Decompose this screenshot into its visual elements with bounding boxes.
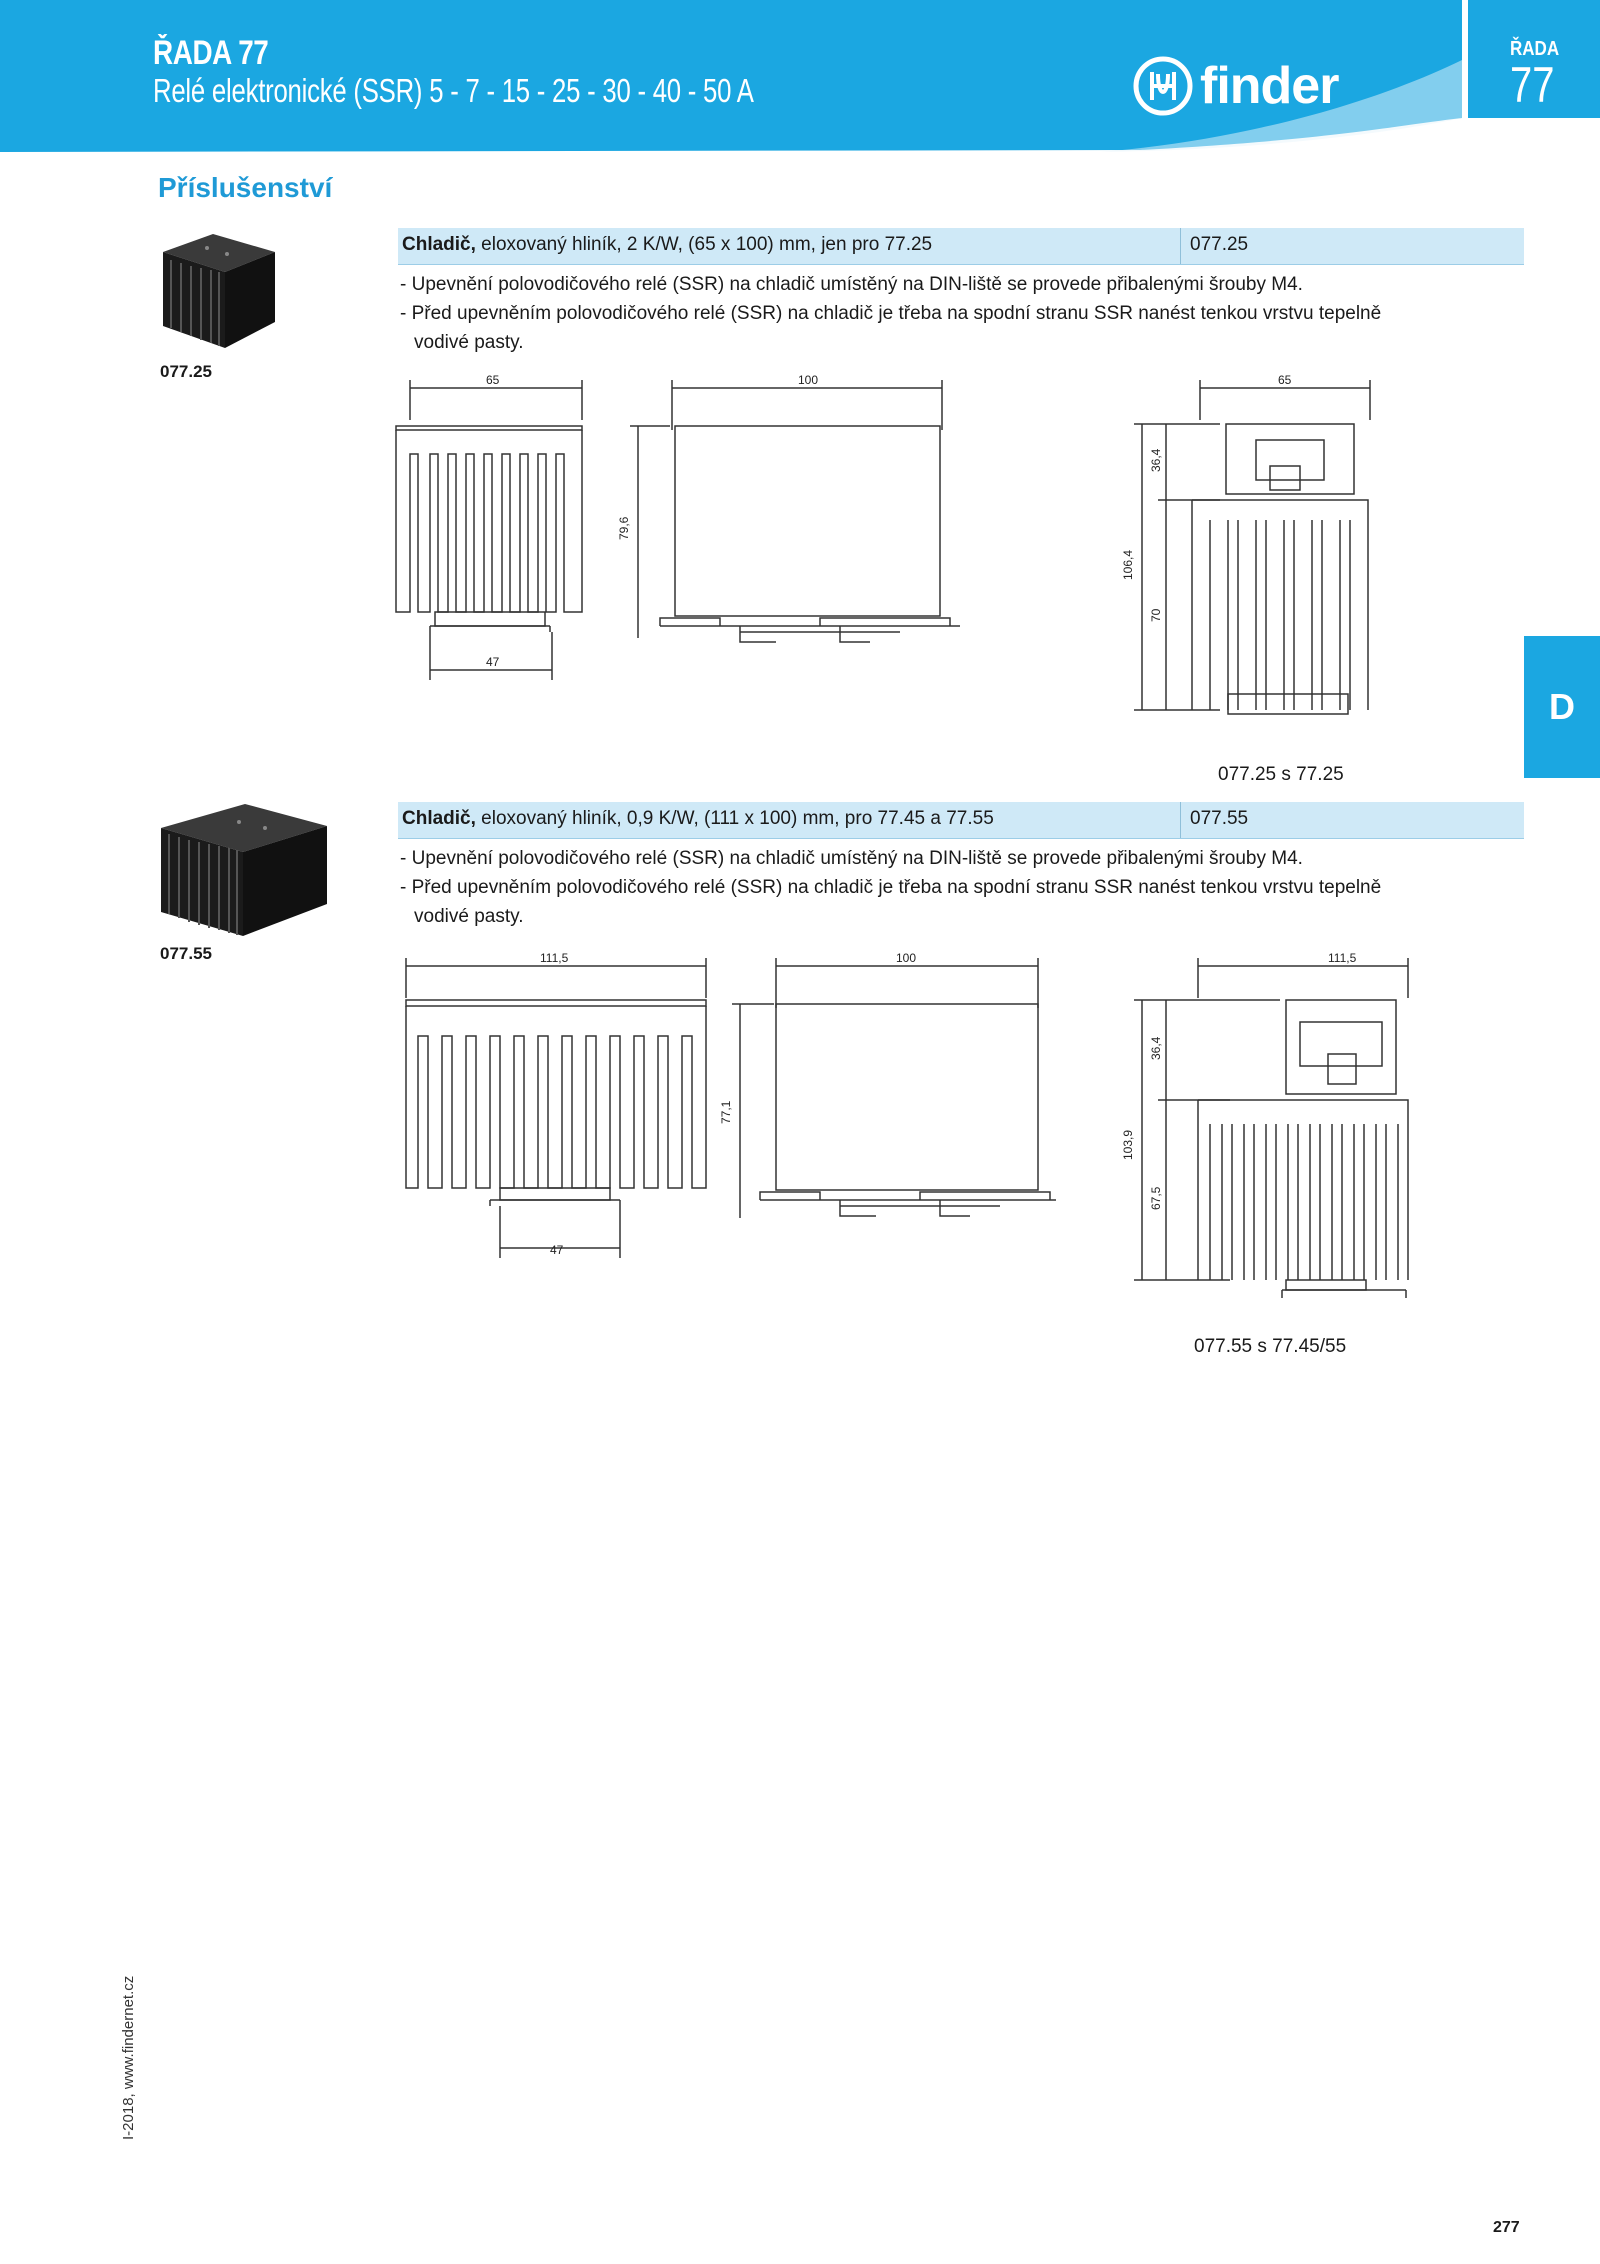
product-description: Chladič, eloxovaný hliník, 2 K/W, (65 x 100) mm, jen pro 77.25 [402,234,933,255]
series-subtitle: Relé elektronické (SSR) 5 - 7 - 15 - 25 - 30 - 40 - 50 A [153,72,754,109]
footer-imprint: I-2018, www.findernet.cz [120,1975,137,2140]
page-number: 277 [1493,2219,1520,2236]
series-tab-number: 77 [1510,57,1555,113]
product-code: 077.55 [1190,808,1249,829]
row-divider [1180,802,1181,838]
product-row-077-55 [398,802,1524,839]
drawing-side-077-55 [720,948,1060,1238]
dim-relay-height: 36,4 [1149,448,1163,472]
note-thermal-paste: - Před upevněním polovodičového relé (SSR) na chladič je třeba na spodní stranu SSR nanést tenkou vrstvu tepelně vodivé pasty. [400,877,1382,927]
product-label: 077.25 [160,362,212,381]
dim-side-width: 100 [896,951,917,965]
product-label: 077.55 [160,944,212,963]
drawing-front-077-55 [390,948,720,1278]
chapter-tab [1524,636,1600,778]
row-divider [1180,228,1181,264]
heatsink-photo-077-55 [155,800,335,945]
product-notes [400,844,1440,931]
product-description: Chladič, eloxovaný hliník, 0,9 K/W, (111 x 100) mm, pro 77.45 a 77.55 [402,808,994,829]
assembly-caption: 077.25 s 77.25 [1218,764,1344,785]
note-mounting: - Upevnění polovodičového relé (SSR) na chladič umístěný na DIN-liště se provede přibalenými šrouby M4. [400,848,1303,869]
dim-side-width: 100 [798,373,819,387]
note-thermal-paste: - Před upevněním polovodičového relé (SSR) na chladič je třeba na spodní stranu SSR nanést tenkou vrstvu tepelně vodivé pasty. [400,303,1382,353]
assembly-caption: 077.55 s 77.45/55 [1194,1336,1347,1357]
dim-sink-height: 67,5 [1149,1186,1163,1210]
dim-total-height: 106,4 [1121,549,1135,580]
chapter-tab-letter: D [1549,686,1575,727]
dim-total-height: 103,9 [1121,1129,1135,1160]
dim-front-base: 47 [486,655,500,669]
product-code: 077.25 [1190,234,1249,255]
drawing-assembly-077-25 [1110,370,1400,730]
section-heading: Příslušenství [158,172,333,203]
dim-front-width: 111,5 [540,951,569,965]
heatsink-photo-077-25 [155,230,280,360]
dim-side-height: 77,1 [719,1100,733,1124]
product-notes [400,270,1440,357]
dim-front-base: 47 [550,1243,564,1257]
dim-side-height: 79,6 [617,516,631,540]
dim-relay-height: 36,4 [1149,1036,1163,1060]
drawing-front-077-25 [390,370,600,690]
dim-assembly-width: 111,5 [1328,951,1357,965]
brand-name: finder [1200,57,1339,115]
finder-logo-icon [1132,54,1194,118]
series-title: ŘADA 77 [153,34,269,72]
dim-front-width: 65 [486,373,500,387]
dim-assembly-width: 65 [1278,373,1292,387]
drawing-assembly-077-55 [1110,948,1420,1328]
series-tab-label: ŘADA [1510,38,1560,60]
drawing-side-077-25 [617,370,960,660]
note-mounting: - Upevnění polovodičového relé (SSR) na chladič umístěný na DIN-liště se provede přibalenými šrouby M4. [400,274,1303,295]
dim-sink-height: 70 [1149,608,1163,622]
product-row-077-25 [398,228,1524,265]
